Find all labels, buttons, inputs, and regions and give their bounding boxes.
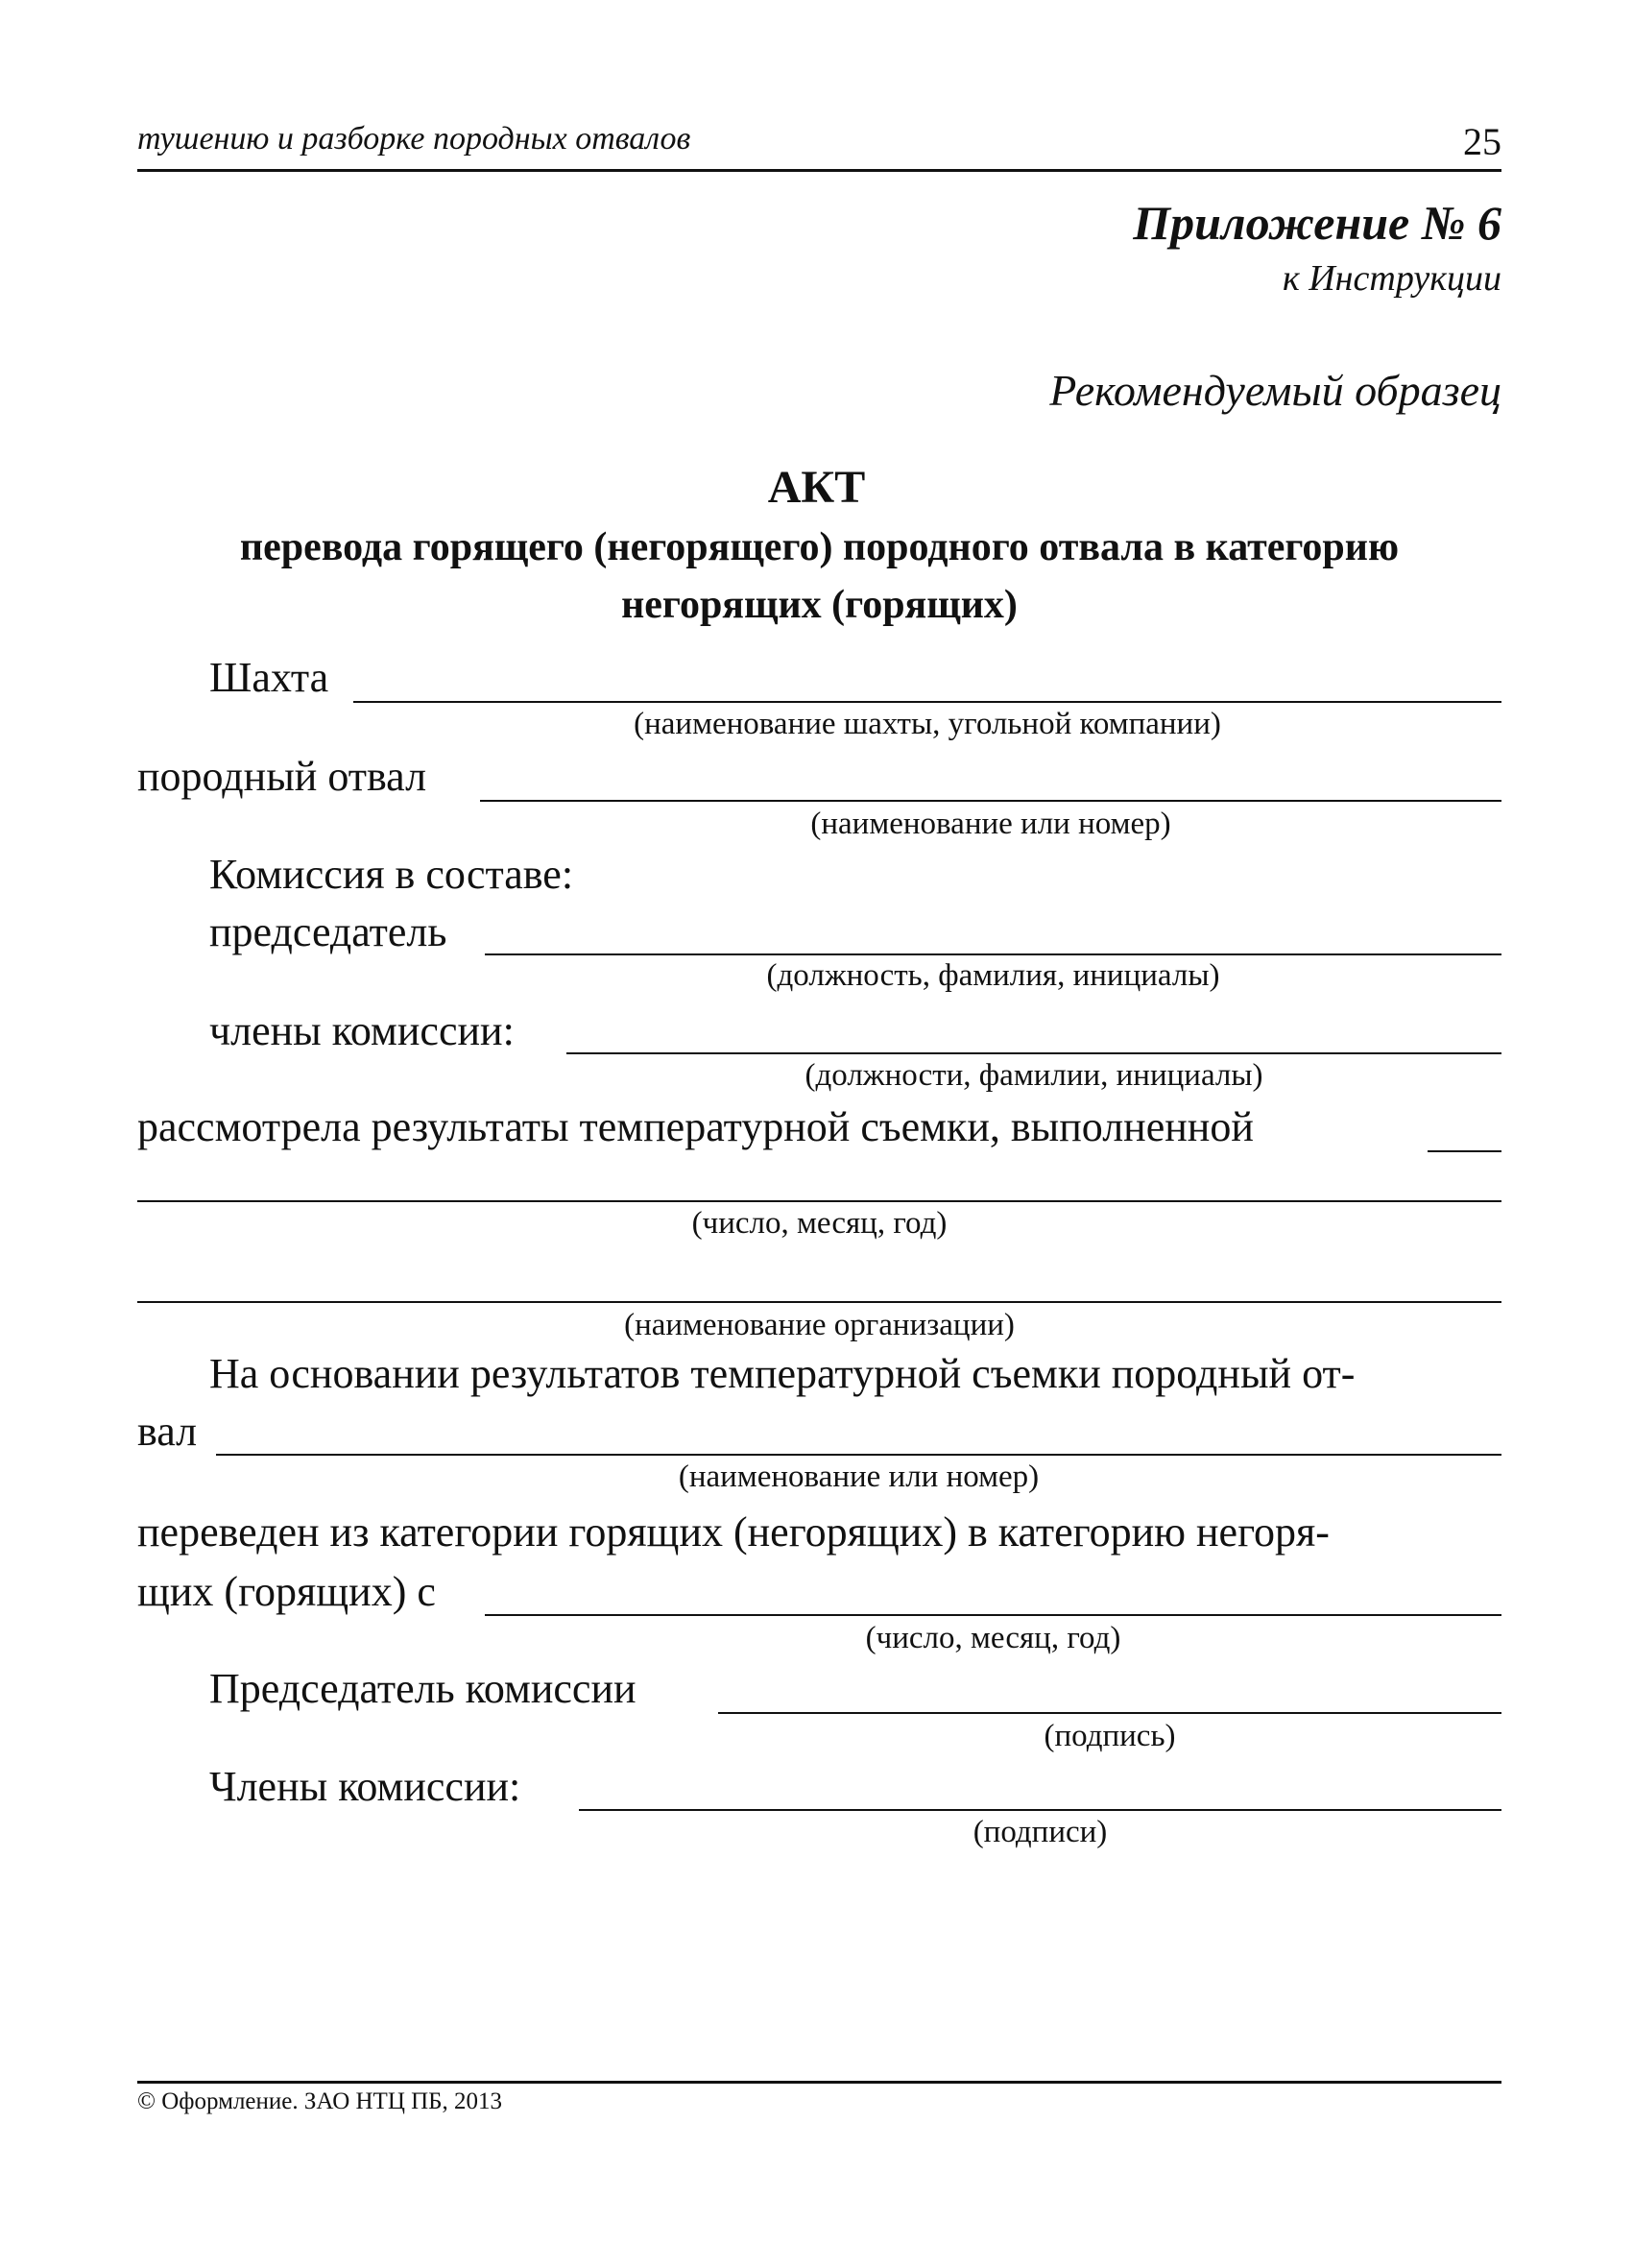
- chairman-field[interactable]: [485, 953, 1501, 955]
- survey-date-field[interactable]: [137, 1200, 1501, 1202]
- dump-field[interactable]: [480, 800, 1501, 802]
- transfer-date-label: щих (горящих) с: [137, 1568, 436, 1615]
- members-field[interactable]: [566, 1052, 1501, 1054]
- running-title: тушению и разборке породных отвалов: [137, 121, 691, 157]
- organization-hint: (наименование организации): [624, 1308, 1015, 1342]
- members-label: члены комиссии:: [209, 1007, 515, 1054]
- chairman-signature-hint: (подпись): [1044, 1719, 1176, 1753]
- dump-hint: (наименование или номер): [810, 807, 1171, 841]
- organization-field[interactable]: [137, 1301, 1501, 1303]
- chairman-signature-label: Председатель комиссии: [209, 1665, 636, 1712]
- header-divider: [137, 169, 1501, 172]
- sample-note: Рекомендуемый образец: [1049, 366, 1501, 415]
- chairman-label: председатель: [209, 908, 447, 955]
- transfer-date-hint: (число, месяц, год): [865, 1621, 1121, 1655]
- appendix-subtitle: к Инструкции: [1282, 258, 1501, 299]
- mine-field[interactable]: [353, 701, 1501, 703]
- transfer-date-field[interactable]: [485, 1614, 1501, 1616]
- members-hint: (должности, фамилии, инициалы): [804, 1058, 1263, 1093]
- dump-label: породный отвал: [137, 753, 427, 800]
- mine-label: Шахта: [209, 654, 329, 701]
- basis-dump-label: вал: [137, 1408, 198, 1455]
- footer-divider: [137, 2081, 1501, 2084]
- survey-date-hint: (число, месяц, год): [691, 1206, 948, 1241]
- survey-continuation-field[interactable]: [1428, 1150, 1501, 1152]
- document-title: АКТ: [767, 462, 866, 513]
- mine-hint: (наименование шахты, угольной компании): [634, 707, 1221, 741]
- transfer-text: переведен из категории горящих (негорящих) в категорию негоря-: [137, 1508, 1330, 1556]
- basis-dump-hint: (наименование или номер): [678, 1460, 1040, 1494]
- chairman-signature-field[interactable]: [718, 1712, 1501, 1714]
- chairman-hint: (должность, фамилия, инициалы): [766, 958, 1220, 993]
- members-signature-hint: (подписи): [973, 1815, 1108, 1849]
- basis-text: На основании результатов температурной съемки породный от-: [209, 1350, 1356, 1397]
- members-signature-label: Члены комиссии:: [209, 1763, 521, 1810]
- members-signature-field[interactable]: [579, 1809, 1501, 1811]
- appendix-title: Приложение № 6: [1133, 196, 1501, 250]
- basis-dump-field[interactable]: [216, 1454, 1501, 1456]
- page-number: 25: [1463, 120, 1501, 163]
- survey-text: рассмотрела результаты температурной съемки, выполненной: [137, 1103, 1254, 1150]
- document-subtitle: перевода горящего (негорящего) породного отвала в категорию негорящих (горящих): [239, 525, 1400, 627]
- footer-copyright: © Оформление. ЗАО НТЦ ПБ, 2013: [137, 2088, 503, 2114]
- commission-label: Комиссия в составе:: [209, 851, 574, 898]
